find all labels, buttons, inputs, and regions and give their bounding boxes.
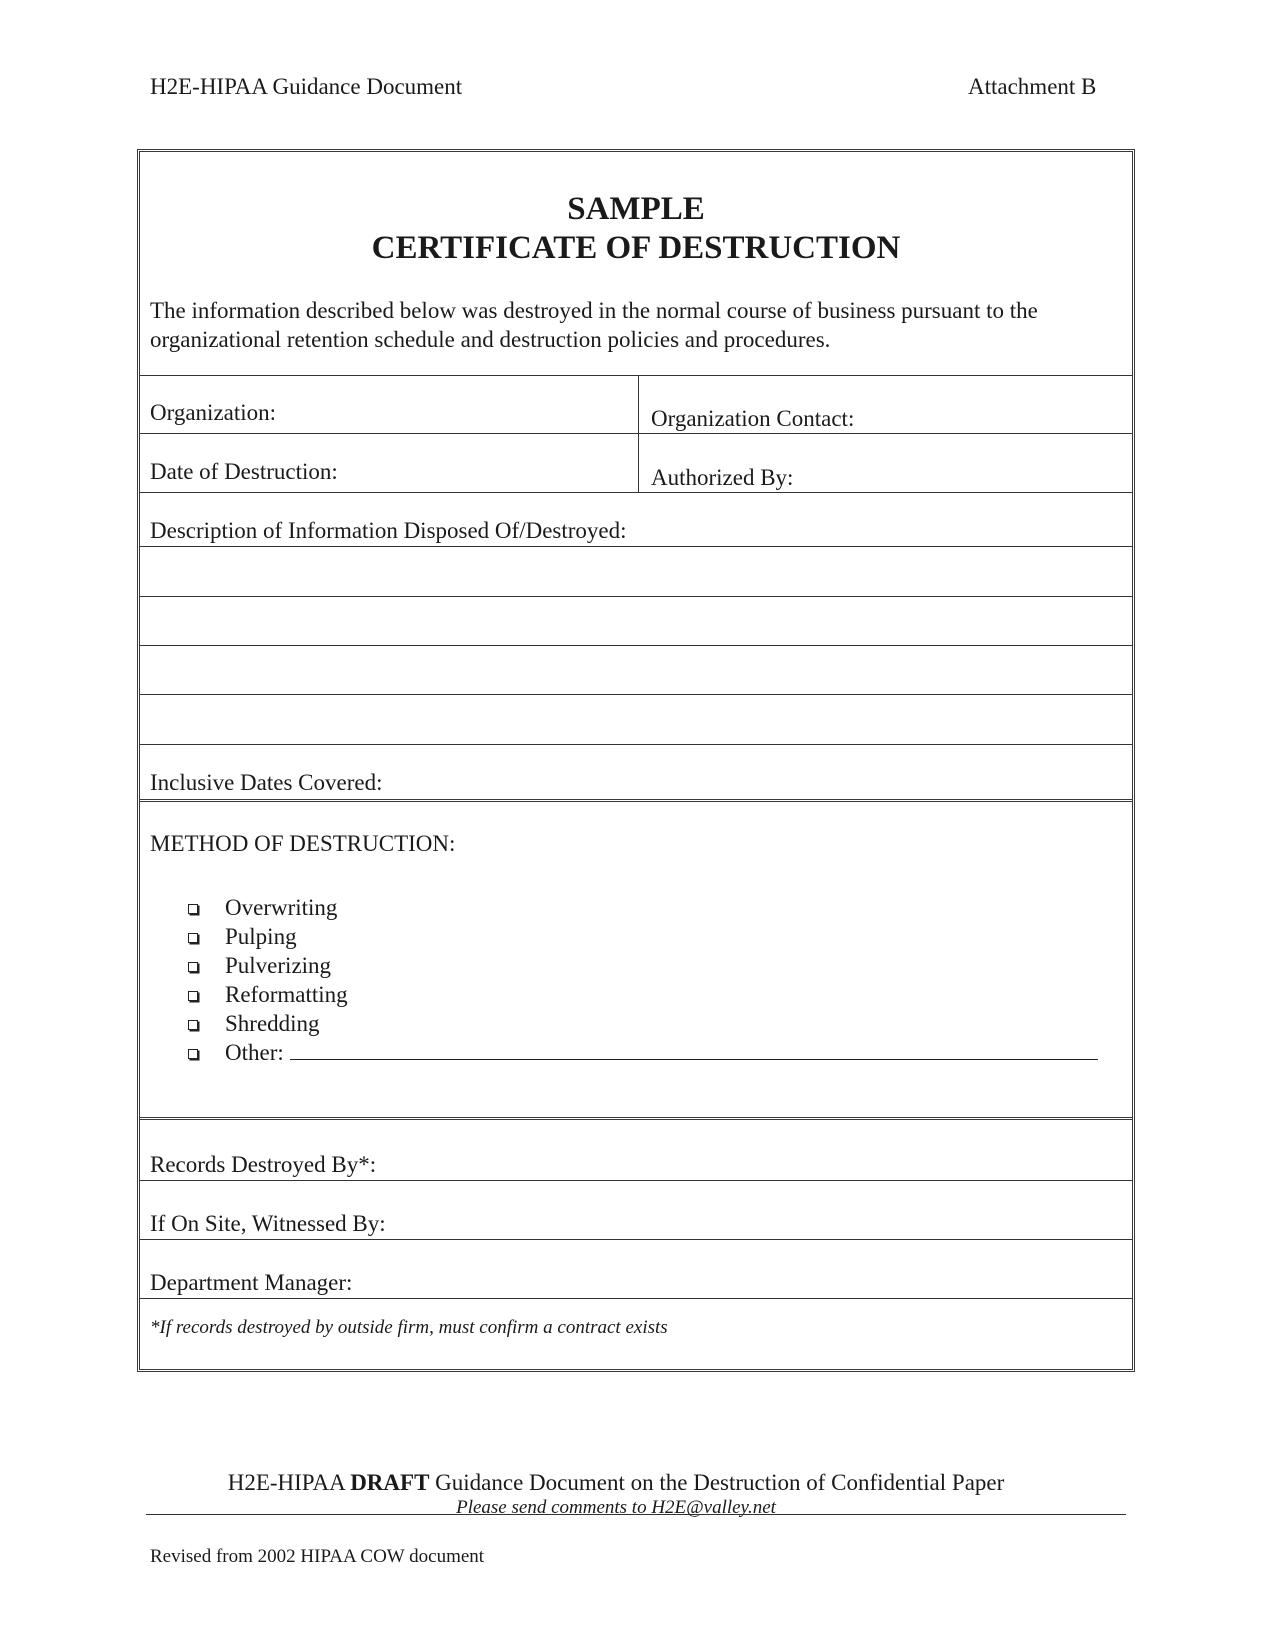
field-organization-line[interactable] [139,433,1133,434]
description-line-3[interactable] [139,645,1133,646]
description-line-4[interactable] [139,694,1133,695]
checkbox-icon[interactable] [188,962,198,972]
checkbox-icon[interactable] [188,1049,198,1059]
header-document-name: H2E-HIPAA Guidance Document [150,74,463,99]
method-option-shredding[interactable]: Shredding [188,1009,1098,1038]
field-department-manager-label: Department Manager: [150,1270,353,1295]
field-date-of-destruction-label: Date of Destruction: [150,459,338,484]
column-divider [638,375,639,492]
divider-signatures [139,1117,1133,1120]
field-organization-contact-label: Organization Contact: [651,406,855,431]
field-witnessed-by-label: If On Site, Witnessed By: [150,1211,386,1236]
header-attachment-label: Attachment B [968,74,1097,99]
checkbox-icon[interactable] [188,904,198,914]
method-option-other[interactable]: Other: [188,1038,1098,1067]
field-records-destroyed-by-line[interactable] [139,1180,1133,1181]
divider-method [139,799,1133,802]
footer-divider [146,1514,1126,1515]
footer-title: H2E-HIPAA DRAFT Guidance Document on the Destruction of Confidential Paper [227,1470,1005,1495]
method-option-reformatting[interactable]: Reformatting [188,980,1098,1009]
field-authorized-by-label: Authorized By: [651,465,794,490]
field-organization-label: Organization: [150,400,277,425]
field-records-destroyed-by-label: Records Destroyed By*: [150,1152,377,1177]
method-options [188,893,1098,1067]
revision-note: Revised from 2002 HIPAA COW document [150,1546,485,1567]
contract-note: *If records destroyed by outside firm, must confirm a contract exists [150,1317,668,1338]
checkbox-icon[interactable] [188,1020,198,1030]
footer-comments-note: Please send comments to H2E@valley.net [456,1497,776,1518]
field-department-manager-line[interactable] [139,1298,1133,1299]
description-line-2[interactable] [139,596,1133,597]
checkbox-icon[interactable] [188,991,198,1001]
divider-intro [139,375,1133,376]
certificate-intro: The information described below was destroyed in the normal course of business pursuant to the organizational retention schedule and destruction policies and procedures. [150,298,1038,352]
method-option-overwriting[interactable]: Overwriting [188,893,1098,922]
footer-draft-label: DRAFT [350,1470,430,1495]
certificate-title-sample: SAMPLE [567,191,705,227]
field-date-line[interactable] [139,492,1133,493]
field-description-label: Description of Information Disposed Of/Destroyed: [150,518,627,543]
field-witnessed-by-line[interactable] [139,1239,1133,1240]
certificate-title: CERTIFICATE OF DESTRUCTION [371,230,901,266]
other-blank-line[interactable] [290,1039,1098,1060]
method-option-pulverizing[interactable]: Pulverizing [188,951,1098,980]
checkbox-icon[interactable] [188,933,198,943]
description-line-5[interactable] [139,744,1133,745]
method-heading: METHOD OF DESTRUCTION: [150,831,456,856]
description-line-1[interactable] [139,546,1133,547]
method-option-pulping[interactable]: Pulping [188,922,1098,951]
field-inclusive-dates-label: Inclusive Dates Covered: [150,770,383,795]
